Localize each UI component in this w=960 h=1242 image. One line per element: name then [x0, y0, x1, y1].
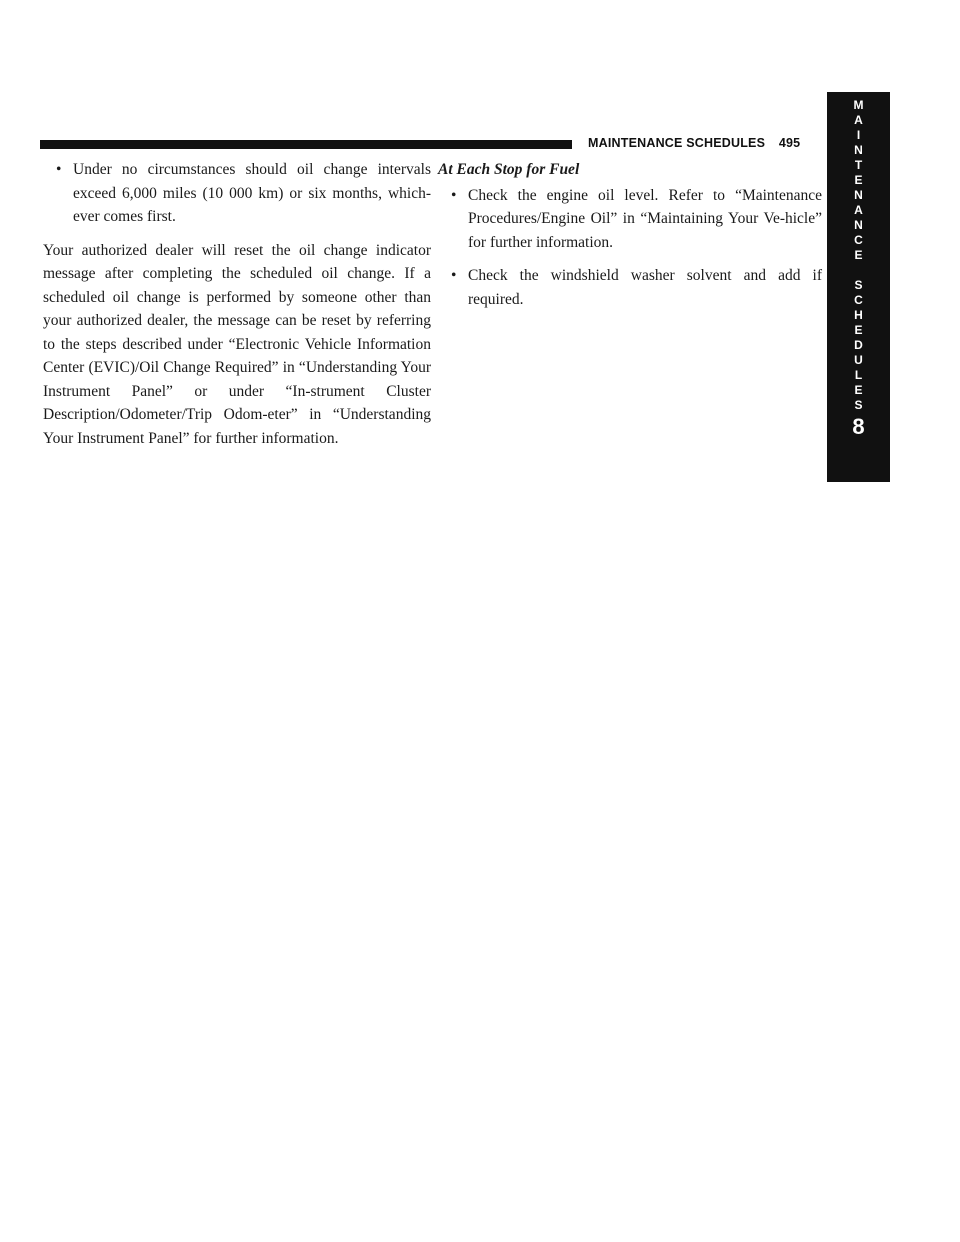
bullet-marker: •: [451, 186, 457, 204]
side-tab-letter: N: [854, 218, 863, 232]
side-tab-letter: C: [854, 293, 863, 307]
side-tab-letter: E: [854, 383, 863, 397]
body-paragraph: Your authorized dealer will reset the oil change indicator message after completing the scheduled oil change. If a scheduled oil change is performed by someone other than your authorized dealer, the message can be reset by referring to the steps described under “Electronic Vehicle Information Center (EVIC)/Oil Change Required” in “Understanding Your Instrument Panel” or under “In-strument Cluster Description/Odometer/Trip Odom-eter” in “Understanding Your Instrument Panel” for further information.: [43, 241, 431, 447]
bullet-text: Check the engine oil level. Refer to “Maintenance Procedures/Engine Oil” in “Maintaining Your Ve-hicle” for further information.: [468, 186, 822, 251]
bullet-text: Check the windshield washer solvent and add if required.: [468, 267, 822, 308]
side-tab-letter: E: [854, 173, 863, 187]
side-tab-letter: H: [854, 308, 863, 322]
side-tab-letter: D: [854, 338, 863, 352]
list-item: [438, 264, 822, 311]
header-rule: [40, 140, 572, 149]
bullet-marker: •: [56, 161, 62, 178]
chapter-side-tab: [827, 92, 890, 482]
section-title: MAINTENANCE SCHEDULES: [588, 136, 766, 150]
side-tab-letters: [854, 98, 864, 413]
list-item: [43, 158, 431, 229]
side-tab-letter: A: [854, 113, 863, 127]
page-number: 495: [778, 136, 801, 150]
side-tab-letter: L: [854, 368, 863, 382]
side-tab-letter: U: [854, 353, 863, 367]
side-tab-letter: A: [854, 203, 863, 217]
bullet-marker: •: [451, 267, 457, 284]
side-tab-letter: S: [854, 278, 863, 292]
side-tab-letter: S: [854, 398, 863, 412]
chapter-number: 8: [852, 414, 865, 439]
section-heading: At Each Stop for Fuel: [438, 161, 580, 178]
side-tab-letter: M: [853, 98, 864, 112]
side-tab-letter: N: [854, 188, 863, 202]
running-header: [588, 136, 800, 150]
list-item: [438, 184, 822, 255]
side-tab-letter: C: [854, 233, 863, 247]
side-tab-letter: I: [856, 128, 861, 142]
side-tab-letter: E: [854, 248, 863, 262]
left-column: [43, 158, 431, 450]
right-column: [438, 158, 822, 321]
side-tab-letter: T: [854, 158, 863, 172]
side-tab-letter: N: [854, 143, 863, 157]
bullet-text: Under no circumstances should oil change intervals exceed 6,000 miles (10 000 km) or six months, which-ever comes first.: [73, 161, 431, 225]
side-tab-letter: E: [854, 323, 863, 337]
